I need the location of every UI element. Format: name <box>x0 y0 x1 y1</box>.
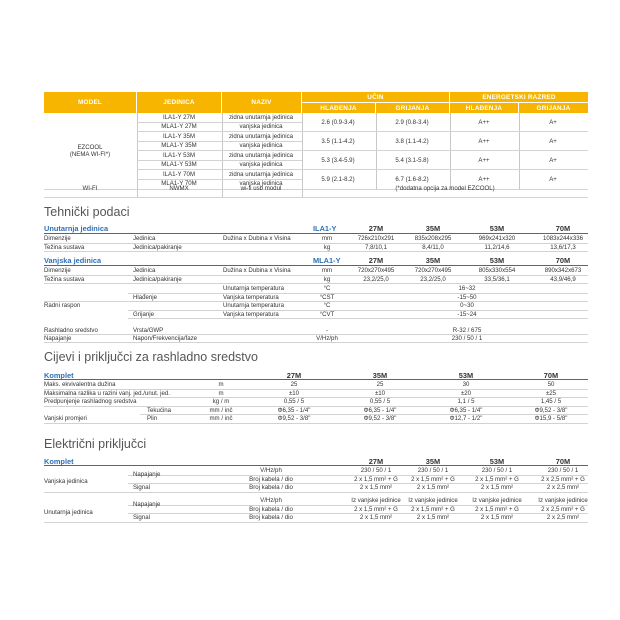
electrical-set-label: Komplet <box>44 457 74 466</box>
elec-value: 230 / 50 / 1 <box>360 467 392 474</box>
wifi-name: wi-fi usb modul <box>240 185 282 192</box>
row-unit: kg <box>323 243 331 251</box>
row-unit: mm <box>321 267 333 274</box>
indoor-unit-code: ILA1-Y 70M <box>162 171 196 178</box>
model-column-header: 70M <box>543 371 559 380</box>
row-value: 726x210x291 <box>357 235 395 242</box>
row-sublabel: Jedinica/pakiranje <box>133 275 182 283</box>
range-value: -15~24 <box>457 310 477 318</box>
energy-class-cooling: A++ <box>478 175 490 183</box>
row-label: Težina sustava <box>44 243 85 251</box>
row-value: 7,8/10,1 <box>364 243 388 251</box>
outer-diameters-label: Vanjski promjeri <box>44 415 87 422</box>
energy-class-cooling: A++ <box>478 137 490 145</box>
model-column-header: 35M <box>372 371 388 380</box>
refrigerant-type-label: Vrsta/GWP <box>133 327 164 334</box>
cooling-label: Hlađenje <box>133 294 158 301</box>
elec-supply-label: Napajanje <box>133 501 161 508</box>
pipe-row-label: Maksimalna razlika u razini vanj. jed./unut. jed. <box>44 389 170 397</box>
header-energy-class: ENERGETSKI RAZRED <box>450 92 588 102</box>
elec-signal-label: Signal <box>133 514 150 521</box>
cooling-capacity: 2.6 (0.9-3.4) <box>321 118 355 126</box>
elec-unit: V/Hz/ph <box>260 467 282 474</box>
pipe-row-value: ±25 <box>545 389 557 397</box>
pipe-row-value: ±10 <box>374 389 386 397</box>
wifi-note: (*dodatna opcija za model EZCOOL) <box>395 185 495 192</box>
elec-unit: Broj kabela / dio <box>249 484 293 491</box>
pipe-row-value: 30 <box>462 381 470 388</box>
diameter-value: Φ9,52 - 3/8" <box>363 415 397 422</box>
row-label: Dimenzije <box>44 235 71 242</box>
range-detail: Vanjska temperatura <box>223 310 279 318</box>
pipes-set-label: Komplet <box>44 371 74 380</box>
row-value: 23,2/25,0 <box>363 275 389 283</box>
range-unit: °C <box>323 302 331 309</box>
range-value: 16~32 <box>458 285 476 292</box>
range-unit: °C <box>323 285 331 292</box>
model-column-header: 27M <box>368 224 384 233</box>
elec-value: 2 x 2,5 mm² + G <box>541 475 585 483</box>
elec-value: Iz vanjske jedinice <box>351 497 401 504</box>
header-unit: JEDINICA <box>137 92 221 113</box>
pipe-row-value: 25 <box>376 381 384 388</box>
row-sublabel: Jedinica <box>133 267 156 274</box>
elec-outdoor-label: Vanjska jedinica <box>44 478 88 485</box>
heating-capacity: 2.9 (0.8-3.4) <box>395 118 429 126</box>
refrigerant-label: Rashladno sredstvo <box>44 327 98 334</box>
elec-value: Iz vanjske jedinice <box>538 497 588 504</box>
elec-value: Iz vanjske jedinice <box>472 497 522 504</box>
row-sublabel: Jedinica/pakiranje <box>133 243 182 251</box>
elec-value: Iz vanjske jedinice <box>408 497 458 504</box>
model-column-header: 53M <box>489 457 505 466</box>
pipe-row-unit: m <box>218 381 224 388</box>
row-value: 1083x244x336 <box>543 235 583 242</box>
indoor-unit-name: zidna unutarnja jedinica <box>228 114 294 121</box>
model-column-header: 27M <box>368 256 384 265</box>
elec-value: 2 x 2,5 mm² + G <box>541 505 585 513</box>
pipes-title: Cijevi i priključci za rashladno sredstvo <box>44 350 258 364</box>
row-value: 11,2/14,6 <box>484 243 510 251</box>
elec-value: 230 / 50 / 1 <box>481 467 513 474</box>
power-unit: V/Hz/ph <box>316 335 338 342</box>
energy-class-heating: A+ <box>549 175 557 183</box>
row-value: 8,4/11,0 <box>422 243 444 251</box>
elec-value: 2 x 2,5 mm² <box>546 484 580 491</box>
elec-value: 2 x 1,5 mm² <box>359 484 393 491</box>
outdoor-unit-name: vanjska jedinica <box>239 180 283 187</box>
model-column-header: 70M <box>555 224 571 233</box>
pipe-row-value: ±20 <box>460 389 472 397</box>
wifi-model: WI-FI <box>82 185 98 192</box>
power-label: Napajanje <box>44 335 72 342</box>
elec-unit: Broj kabela / dio <box>249 514 293 521</box>
diameter-value: Φ6,35 - 1/4" <box>277 406 311 414</box>
outdoor-unit-code: MLA1-Y 70M <box>161 180 197 187</box>
pipe-row-value: 0,55 / 5 <box>369 398 391 405</box>
indoor-unit-code: ILA1-Y 53M <box>162 152 196 159</box>
row-value: 890x342x673 <box>544 267 582 274</box>
pipe-row-unit: kg / m <box>212 398 230 405</box>
energy-class-cooling: A++ <box>478 156 490 164</box>
refrigerant-value: R-32 / 675 <box>452 327 482 334</box>
diameter-value: Φ9,52 - 3/8" <box>534 406 568 414</box>
header-name: NAZIV <box>222 92 301 113</box>
diameter-value: Φ15,9 - 5/8" <box>534 415 568 422</box>
row-value: 835x208x295 <box>414 235 452 242</box>
energy-class-heating: A+ <box>549 156 557 164</box>
pipe-row-unit: m <box>218 389 224 397</box>
elec-value: 230 / 50 / 1 <box>417 467 449 474</box>
cooling-capacity: 5.9 (2.1-8.2) <box>321 175 355 183</box>
elec-value: 2 x 1,5 mm² + G <box>354 505 398 513</box>
elec-value: 2 x 1,5 mm² <box>480 514 514 521</box>
diameter-type: Tekućina <box>147 406 172 414</box>
indoor-unit-name: zidna unutarnja jedinica <box>228 171 294 178</box>
row-sublabel: Jedinica <box>133 235 156 242</box>
row-value: 720x270x495 <box>357 267 395 274</box>
header-capacity: UČIN <box>302 92 449 102</box>
pipe-row-value: 1,45 / 5 <box>540 398 562 405</box>
model-wifi-note: (NEMA WI-FI*) <box>69 151 111 158</box>
elec-supply-label: Napajanje <box>133 471 161 478</box>
pipe-row-label: Maks. ekvivalentna dužina <box>44 381 116 388</box>
elec-unit: Broj kabela / dio <box>249 505 293 513</box>
elec-value: 2 x 1,5 mm² + G <box>475 505 519 513</box>
header-cooling: HLAĐENJA <box>302 103 375 113</box>
row-value: 23,2/25,0 <box>420 275 446 283</box>
indoor-unit-label: Unutarnja jedinica <box>44 224 109 233</box>
heating-label: Grijanje <box>133 311 154 318</box>
electrical-title: Električni priključci <box>44 437 147 451</box>
outdoor-unit-code: MLA1-Y 27M <box>161 123 197 130</box>
range-detail: Vanjska temperatura <box>223 293 279 301</box>
model-column-header: 27M <box>286 371 302 380</box>
pipe-row-value: 25 <box>290 381 298 388</box>
range-unit: °CVT <box>319 310 335 318</box>
pipe-row-value: 0,55 / 5 <box>283 398 305 405</box>
indoor-series-label: ILA1-Y <box>313 224 337 233</box>
range-detail: Unutarnja temperatura <box>223 302 284 309</box>
header-energy-cooling: HLAĐENJA <box>450 103 518 113</box>
indoor-unit-code: ILA1-Y 35M <box>162 133 196 140</box>
elec-unit: Broj kabela / dio <box>249 475 293 483</box>
diameter-type: Plin <box>147 415 158 422</box>
elec-value: 2 x 1,5 mm² + G <box>354 475 398 483</box>
pipe-row-value: ±10 <box>288 389 300 397</box>
model-column-header: 70M <box>555 256 571 265</box>
wifi-unit: NWMX <box>169 185 189 192</box>
indoor-unit-name: zidna unutarnja jedinica <box>228 133 294 140</box>
energy-class-heating: A+ <box>549 118 557 126</box>
row-value: 13,6/17,3 <box>550 243 576 251</box>
header-energy-heating: GRIJANJA <box>519 103 588 113</box>
elec-signal-label: Signal <box>133 484 150 491</box>
row-detail: Dužina x Dubina x Visina <box>223 235 291 242</box>
diameter-value: Φ6,35 - 1/4" <box>363 406 397 414</box>
diameter-value: Φ9,52 - 3/8" <box>277 415 311 422</box>
range-value: -15~50 <box>457 293 477 301</box>
elec-value: 2 x 1,5 mm² <box>359 514 393 521</box>
technical-data-title: Tehnički podaci <box>44 205 130 219</box>
cooling-capacity: 5.3 (3.4-5.9) <box>321 156 355 164</box>
outdoor-unit-code: MLA1-Y 35M <box>161 142 197 149</box>
indoor-unit-code: ILA1-Y 27M <box>162 114 196 121</box>
cooling-capacity: 3.5 (1.1-4.2) <box>321 137 355 145</box>
row-label: Dimenzije <box>44 267 71 274</box>
outdoor-unit-code: MLA1-Y 53M <box>161 161 197 168</box>
elec-value: 2 x 1,5 mm² <box>480 484 514 491</box>
operating-range-label: Radni raspon <box>44 302 81 309</box>
row-unit: mm <box>321 235 333 242</box>
row-value: 805x330x554 <box>478 267 516 274</box>
heating-capacity: 3.8 (1.1-4.2) <box>395 137 429 145</box>
indoor-unit-name: zidna unutarnja jedinica <box>228 152 294 159</box>
row-label: Težina sustava <box>44 275 85 283</box>
elec-value: 2 x 1,5 mm² + G <box>411 475 455 483</box>
model-column-header: 53M <box>489 224 505 233</box>
model-column-header: 53M <box>489 256 505 265</box>
elec-indoor-label: Unutarnja jedinica <box>44 509 93 516</box>
elec-value: 2 x 1,5 mm² + G <box>411 505 455 513</box>
elec-value: 2 x 1,5 mm² + G <box>475 475 519 483</box>
row-unit: kg <box>323 275 331 283</box>
outdoor-unit-label: Vanjska jedinica <box>44 256 102 265</box>
diameter-value: Φ6,35 - 1/4" <box>449 406 483 414</box>
heating-capacity: 5.4 (3.1-5.8) <box>395 156 429 164</box>
elec-value: 2 x 2,5 mm² <box>546 514 580 521</box>
header-model: MODEL <box>44 92 136 113</box>
row-value: 969x241x320 <box>478 235 516 242</box>
row-value: 33,5/36,1 <box>484 275 510 283</box>
diameter-value: Φ12,7 - 1/2" <box>449 415 483 422</box>
elec-value: 2 x 1,5 mm² <box>416 514 450 521</box>
pipe-row-value: 50 <box>547 381 555 388</box>
diameter-unit: mm / inč <box>209 406 233 414</box>
model-column-header: 70M <box>555 457 571 466</box>
power-type-label: Napon/Frekvencija/faze <box>133 335 198 342</box>
model-column-header: 35M <box>425 224 441 233</box>
power-value: 230 / 50 / 1 <box>451 335 483 342</box>
energy-class-cooling: A++ <box>478 118 490 126</box>
elec-value: 2 x 1,5 mm² <box>416 484 450 491</box>
header-heating: GRIJANJA <box>376 103 449 113</box>
model-column-header: 53M <box>458 371 474 380</box>
model-column-header: 35M <box>425 256 441 265</box>
pipe-row-value: 1,1 / 5 <box>457 398 475 405</box>
elec-unit: V/Hz/ph <box>260 497 282 504</box>
heating-capacity: 6.7 (1.6-8.2) <box>395 175 429 183</box>
outdoor-unit-name: vanjska jedinica <box>239 123 283 130</box>
range-value: 0~30 <box>460 302 474 309</box>
energy-class-heating: A+ <box>549 137 557 145</box>
row-value: 43,9/46,9 <box>550 275 576 283</box>
outdoor-unit-name: vanjska jedinica <box>239 142 283 149</box>
pipe-row-label: Predpunjenje rashladnog sredstva <box>44 398 137 405</box>
range-detail: Unutarnja temperatura <box>223 285 284 292</box>
row-detail: Dužina x Dubina x Visina <box>223 267 291 274</box>
outdoor-series-label: MLA1-Y <box>313 256 341 265</box>
diameter-unit: mm / inč <box>209 415 233 422</box>
refrigerant-unit: - <box>325 327 329 334</box>
model-column-header: 35M <box>425 457 441 466</box>
model-name: EZCOOL <box>77 144 103 151</box>
model-column-header: 27M <box>368 457 384 466</box>
outdoor-unit-name: vanjska jedinica <box>239 161 283 168</box>
range-unit: °CST <box>319 293 335 301</box>
row-value: 720x270x495 <box>414 267 452 274</box>
elec-value: 230 / 50 / 1 <box>547 467 579 474</box>
